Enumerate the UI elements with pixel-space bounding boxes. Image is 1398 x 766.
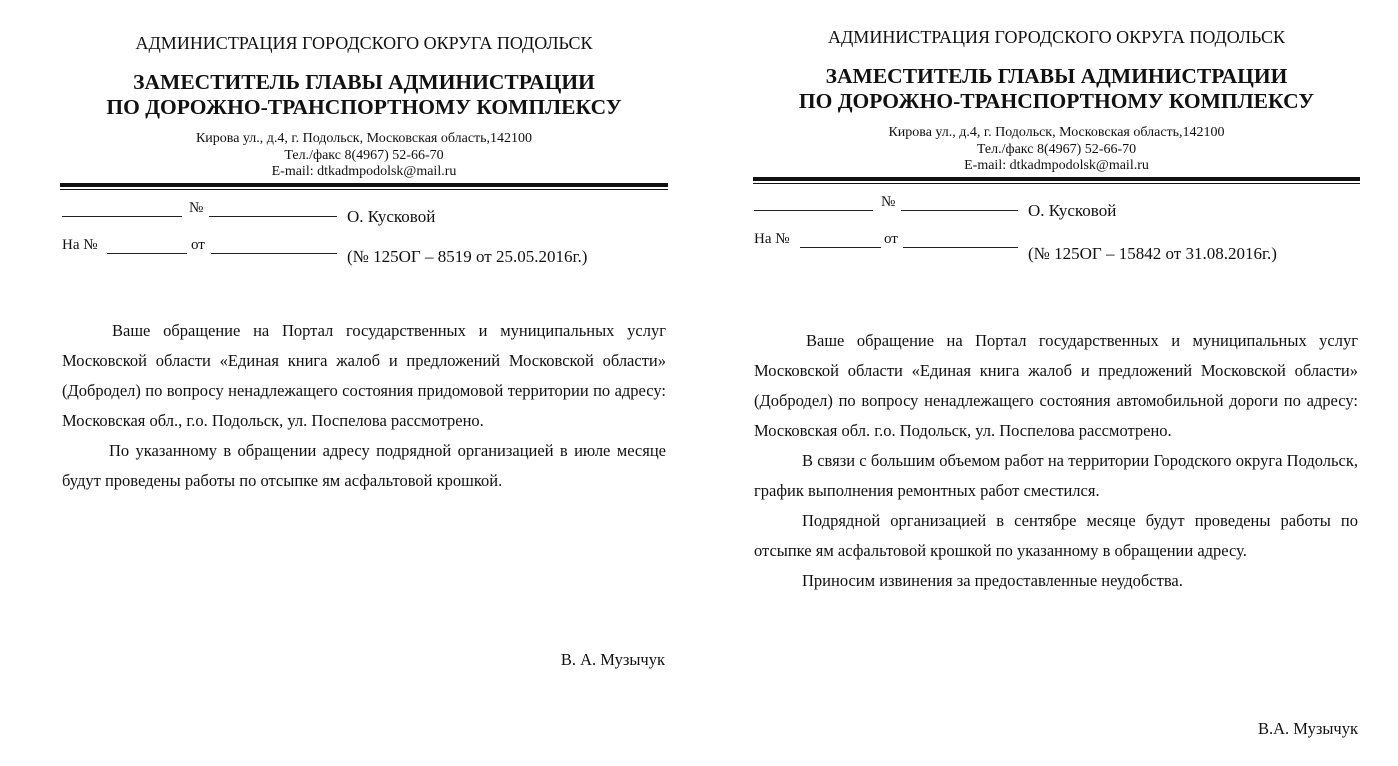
header-rule-thin — [60, 189, 668, 190]
deputy-title-line2: ПО ДОРОЖНО-ТРАНСПОРТНОМУ КОМПЛЕКСУ — [798, 89, 1315, 113]
recipient-name: О. Кусковой — [347, 207, 436, 226]
reply-label: На № — [754, 231, 790, 247]
deputy-title-line1: ЗАМЕСТИТЕЛЬ ГЛАВЫ АДМИНИСТРАЦИИ — [825, 64, 1288, 88]
outgoing-number-blank — [209, 216, 337, 217]
reply-date-blank — [211, 253, 337, 254]
reference-number: (№ 125ОГ – 15842 от 31.08.2016г.) — [1028, 244, 1277, 263]
outgoing-date-blank — [62, 216, 182, 217]
deputy-title-line2: ПО ДОРОЖНО-ТРАНСПОРТНОМУ КОМПЛЕКСУ — [106, 95, 622, 119]
org-address: Кирова ул., д.4, г. Подольск, Московская область,142100 — [195, 131, 533, 146]
org-phone: Тел./факс 8(4967) 52-66-70 — [976, 142, 1137, 157]
number-sign: № — [881, 194, 896, 210]
body-paragraph: Ваше обращение на Портал государственных и муниципальных услуг Московской области «Единая книга жалоб и предложений Московской области» (Добродел) по вопросу ненадлежащего состояния автомобильной дороги по адресу: Московская обл. г.о. Подольск, ул. Поспелова рассмотрено. — [754, 331, 1358, 440]
org-phone: Тел./факс 8(4967) 52-66-70 — [284, 148, 444, 163]
body-paragraph: Ваше обращение на Портал государственных и муниципальных услуг Московской области «Единая книга жалоб и предложений Московской области» (Добродел) по вопросу ненадлежащего состояния придомовой территории по адресу: Московская обл., г.о. Подольск, ул. Поспелова рассмотрено. — [62, 321, 666, 430]
header-rule-thick — [60, 183, 668, 187]
reference-number: (№ 125ОГ – 8519 от 25.05.2016г.) — [347, 247, 588, 266]
deputy-title-line1: ЗАМЕСТИТЕЛЬ ГЛАВЫ АДМИНИСТРАЦИИ — [133, 70, 595, 94]
reply-date-blank — [903, 247, 1018, 248]
signature: В. А. Музычук — [560, 650, 665, 669]
from-label: от — [884, 231, 898, 247]
signature: В.А. Музычук — [1258, 719, 1358, 738]
number-sign: № — [189, 200, 204, 216]
org-name: АДМИНИСТРАЦИЯ ГОРОДСКОГО ОКРУГА ПОДОЛЬСК — [135, 33, 593, 53]
header-rule-thick — [753, 177, 1360, 181]
letter-right — [720, 0, 1398, 766]
org-name: АДМИНИСТРАЦИЯ ГОРОДСКОГО ОКРУГА ПОДОЛЬСК — [828, 27, 1285, 47]
reply-label: На № — [62, 237, 98, 253]
body-paragraph: По указанному в обращении адресу подрядной организацией в июле месяце будут проведены работы по отсыпке ям асфальтовой крошкой. — [62, 441, 666, 490]
body-paragraph: Приносим извинения за предоставленные неудобства. — [802, 571, 1183, 590]
org-address: Кирова ул., д.4, г. Подольск, Московская область,142100 — [888, 125, 1225, 140]
reply-number-blank — [107, 253, 187, 254]
body-paragraph: В связи с большим объемом работ на территории Городского округа Подольск, график выполнения ремонтных работ сместился. — [754, 451, 1358, 500]
from-label: от — [191, 237, 205, 253]
reply-number-blank — [800, 247, 881, 248]
header-rule-thin — [753, 183, 1360, 184]
org-email: E-mail: dtkadmpodolsk@mail.ru — [964, 158, 1149, 173]
outgoing-number-blank — [901, 210, 1018, 211]
recipient-name: О. Кусковой — [1028, 201, 1117, 220]
outgoing-date-blank — [754, 210, 873, 211]
org-email: E-mail: dtkadmpodolsk@mail.ru — [271, 164, 457, 179]
body-paragraph: Подрядной организацией в сентябре месяце будут проведены работы по отсыпке ям асфальтовой крошкой по указанному в обращении адресу. — [754, 511, 1358, 560]
